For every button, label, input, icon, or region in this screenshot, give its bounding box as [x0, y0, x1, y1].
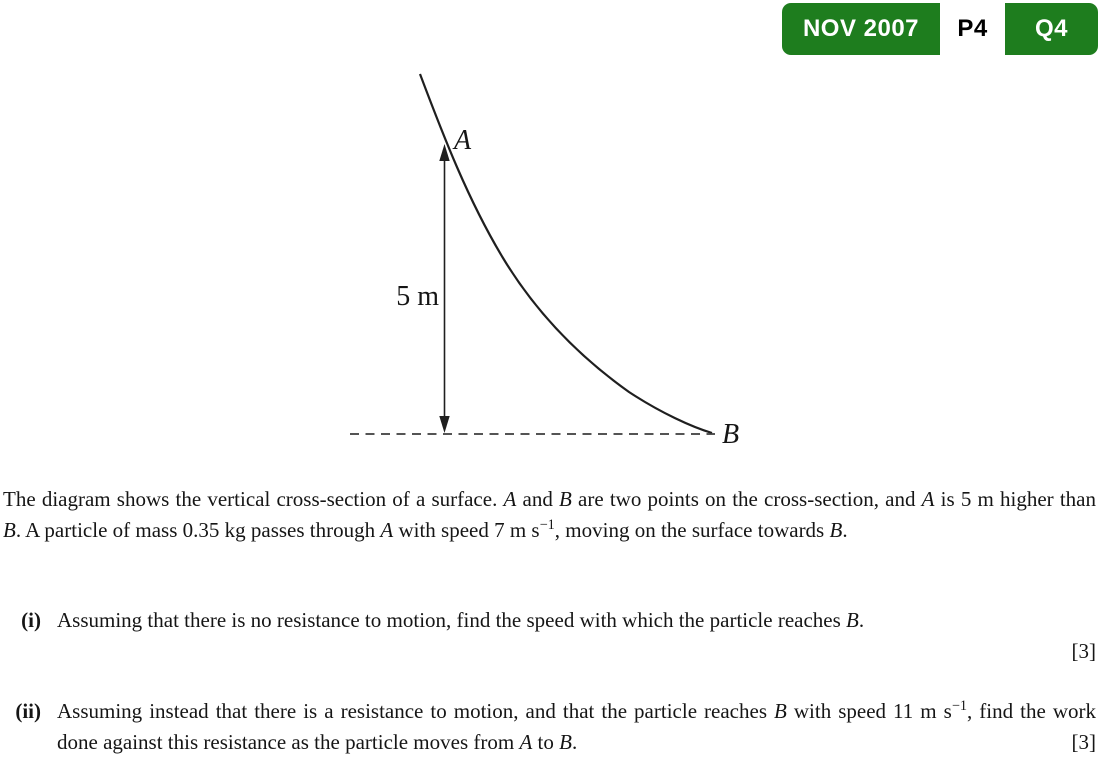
question-intro-paragraph: The diagram shows the vertical cross-section of a surface. A and B are two points on the cross-section, and A is 5 m higher than B. A particle of mass 0.35 kg passes through A with speed 7 m $s^{-1}$, moving on the surface towards B. [3, 487, 1096, 542]
question-part-i [3, 605, 1096, 667]
point-b-label: B [722, 419, 740, 450]
point-a-label: A [454, 125, 472, 156]
height-arrowhead-down-icon [439, 416, 449, 433]
part-ii-label: (ii) [15, 699, 41, 723]
part-i-text: Assuming that there is no resistance to motion, find the speed with which the particle reaches B. [57, 608, 865, 632]
part-ii-text: Assuming instead that there is a resistance to motion, and that the particle reaches B with speed 11 m $s^{-1}$, find the work done against this resistance as the particle moves from A to B. [3] [57, 698, 1096, 754]
height-value-label: 5 m [396, 281, 439, 312]
height-arrowhead-up-icon [439, 144, 449, 161]
surface-curve [420, 74, 712, 433]
question-ref-badge [782, 3, 1098, 55]
part-i-label: (i) [21, 608, 41, 632]
question-part-ii [3, 696, 1096, 758]
exam-session-label: NOV 2007 [802, 15, 920, 42]
part-i-marks: [3] [1071, 639, 1096, 663]
part-i-body [57, 605, 1096, 667]
paper-code-label: P4 [940, 3, 1005, 55]
question-number-label: Q4 [1034, 15, 1068, 42]
